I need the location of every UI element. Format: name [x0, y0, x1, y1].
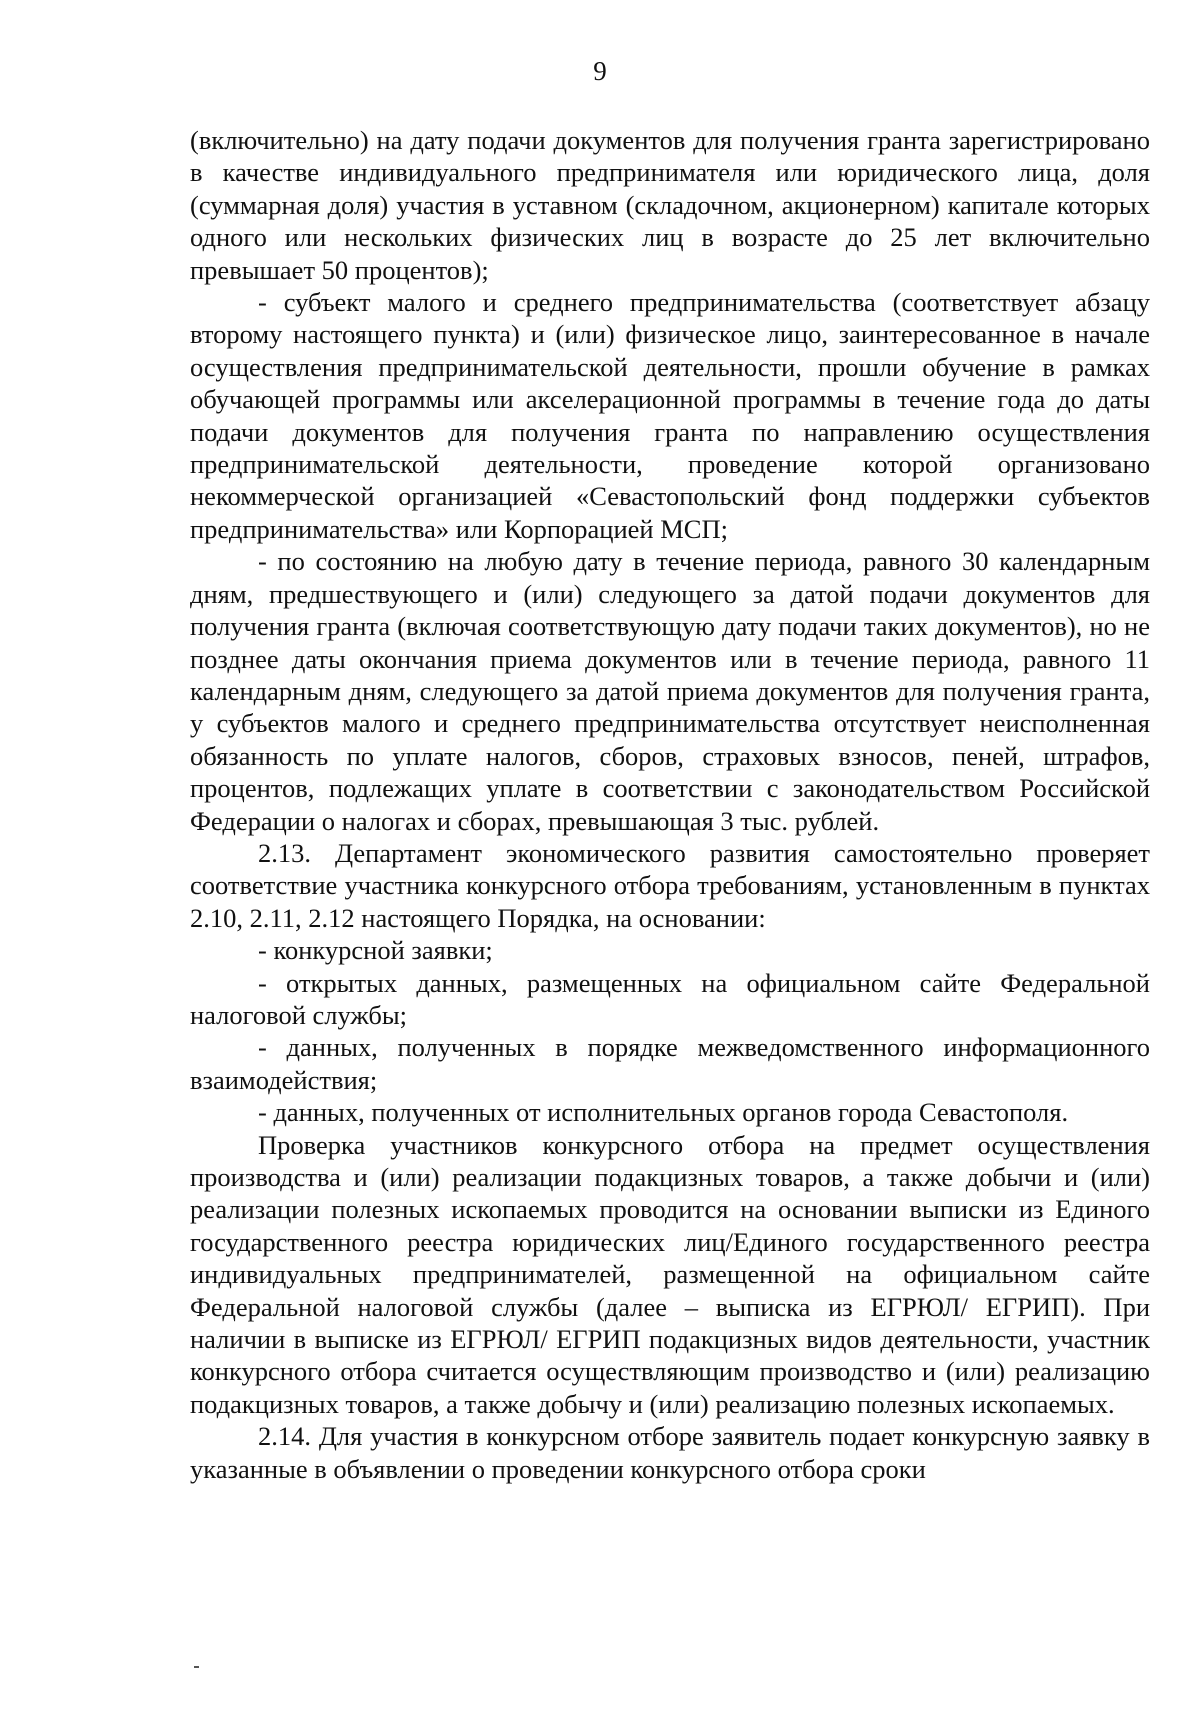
paragraph-1: (включительно) на дату подачи документов для получения гранта зарегистрировано в качестве индивидуального предпринимателя или юридического лица, доля (суммарная доля) участия в уставном (складочном, акционерном) капитале которых одного или нескольких физических лиц в возрасте до 25 лет включительно превышает 50 процентов); [190, 125, 1150, 285]
paragraph-10: 2.14. Для участия в конкурсном отборе заявитель подает конкурсную заявку в указанные в объявлении о проведении конкурсного отбора сроки [190, 1421, 1150, 1484]
page-number: 9 [593, 56, 607, 86]
paragraph-3: - по состоянию на любую дату в течение периода, равного 30 календарным дням, предшествующего и (или) следующего за датой подачи документов для получения гранта (включая соответствующую дату подачи таких документов), но не позднее даты окончания приема документов или в течение периода, равного 11 календарным дням, следующего за датой приема документов для получения гранта, у субъектов малого и среднего предпринимательства отсутствует неисполненная обязанность по уплате налогов, сборов, страховых взносов, пеней, штрафов, процентов, подлежащих уплате в соответствии с законодательством Российской Федерации о налогах и сборах, превышающая 3 тыс. рублей. [190, 546, 1150, 836]
paragraph-8: - данных, полученных от исполнительных органов города Севастополя. [258, 1097, 1069, 1128]
paragraph-2: - субъект малого и среднего предпринимательства (соответствует абзацу второму настоящего пункта) и (или) физическое лицо, заинтересованное в начале осуществления предпринимательской деятельности, прошли обучение в рамках обучающей программы или акселерационной программы в течение года до даты подачи документов для получения гранта по направлению осуществления предпринимательской деятельности, проведение которой организовано некоммерческой организацией «Севастопольский фонд поддержки субъектов предпринимательства» или Корпорацией МСП; [190, 287, 1150, 544]
paragraph-4: 2.13. Департамент экономического развития самостоятельно проверяет соответствие участника конкурсного отбора требованиям, установленным в пунктах 2.10, 2.11, 2.12 настоящего Порядка, на основании: [190, 837, 1150, 933]
paragraph-6: - открытых данных, размещенных на официальном сайте Федеральной налоговой службы; [190, 967, 1150, 1030]
paragraph-9: Проверка участников конкурсного отбора на предмет осуществления производства и (или) реализации подакцизных товаров, а также добычи и (или) реализации полезных ископаемых проводится на основании выписки из Единого государственного реестра юридических лиц/Единого государственного реестра индивидуальных предпринимателей, размещенной на официальном сайте Федеральной налоговой службы (далее – выписка из ЕГРЮЛ/ ЕГРИП). При наличии в выписке из ЕГРЮЛ/ ЕГРИП подакцизных видов деятельности, участник конкурсного отбора считается осуществляющим производство и (или) реализацию подакцизных товаров, а также добычу и (или) реализацию полезных ископаемых. [190, 1129, 1150, 1419]
paragraph-7: - данных, полученных в порядке межведомственного информационного взаимодействия; [190, 1032, 1150, 1095]
document-body [190, 124, 1150, 1485]
paragraph-5: - конкурсной заявки; [258, 935, 493, 966]
scan-speck [194, 1666, 199, 1668]
